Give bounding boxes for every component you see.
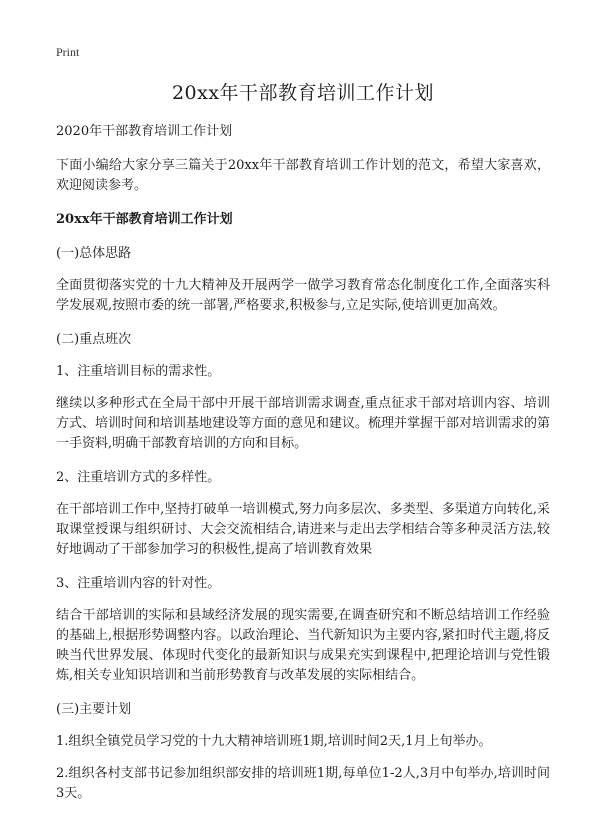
section-heading: 20xx年干部教育培训工作计划 [56, 212, 233, 227]
plan-item-1: 1.组织全镇党员学习党的十九大精神培训班1期,培训时间2天,1月上旬举办。 [56, 734, 492, 749]
print-label: Print [56, 45, 80, 59]
plan-item-2: 2.组织各村支部书记参加组织部安排的培训班1期,每单位1-2人,3月中旬举办,培训时间3天。 [56, 766, 550, 801]
paragraph-overall-approach: 全面贯彻落实党的十九大精神及开展两学一做学习教育常态化制度化工作,全面落实科学发展观,按照市委的统一部署,严格要求,积极参与,立足实际,使培训更加高效。 [56, 278, 550, 313]
document-title: 20xx年干部教育培训工作计划 [171, 82, 435, 104]
heading-point-2: 2、注重培训方式的多样性。 [56, 470, 221, 485]
heading-point-3: 3、注重培训内容的针对性。 [56, 576, 221, 591]
paragraph-point-3: 结合干部培训的实际和县域经济发展的现实需要,在调查研究和不断总结培训工作经验的基础上,根据形势调整内容。以政治理论、当代新知识为主要内容,紧扣时代主题,将反映当代世界发展、体现时代变化的最新知识与成果充实到课程中,把理论培训与党性锻炼,相关专业知识培训和当前形势教育与改革发展的实际相结合。 [56, 608, 550, 683]
heading-point-1: 1、注重培训目标的需求性。 [56, 364, 221, 379]
paragraph-point-1: 继续以多种形式在全局干部中开展干部培训需求调查,重点征求干部对培训内容、培训方式、培训时间和培训基地建设等方面的意见和建议。梳理并掌握干部对培训需求的第一手资料,明确干部教育培训的方向和目标。 [56, 396, 551, 451]
heading-overall-approach: (一)总体思路 [56, 246, 132, 261]
intro-paragraph: 下面小编给大家分享三篇关于20xx年干部教育培训工作计划的范文，希望大家喜欢，欢迎阅读参考。 [56, 158, 550, 193]
paragraph-point-2: 在干部培训工作中,坚持打破单一培训模式,努力向多层次、多类型、多渠道方向转化,采取课堂授课与组织研讨、大会交流相结合,请进来与走出去学相结合等多种灵活方法,较好地调动了干部参加学习的积极性,提高了培训教育效果 [56, 502, 550, 557]
heading-main-plan: (三)主要计划 [56, 702, 132, 717]
heading-key-classes: (二)重点班次 [56, 332, 132, 347]
subtitle-paragraph: 2020年干部教育培训工作计划 [56, 124, 233, 139]
